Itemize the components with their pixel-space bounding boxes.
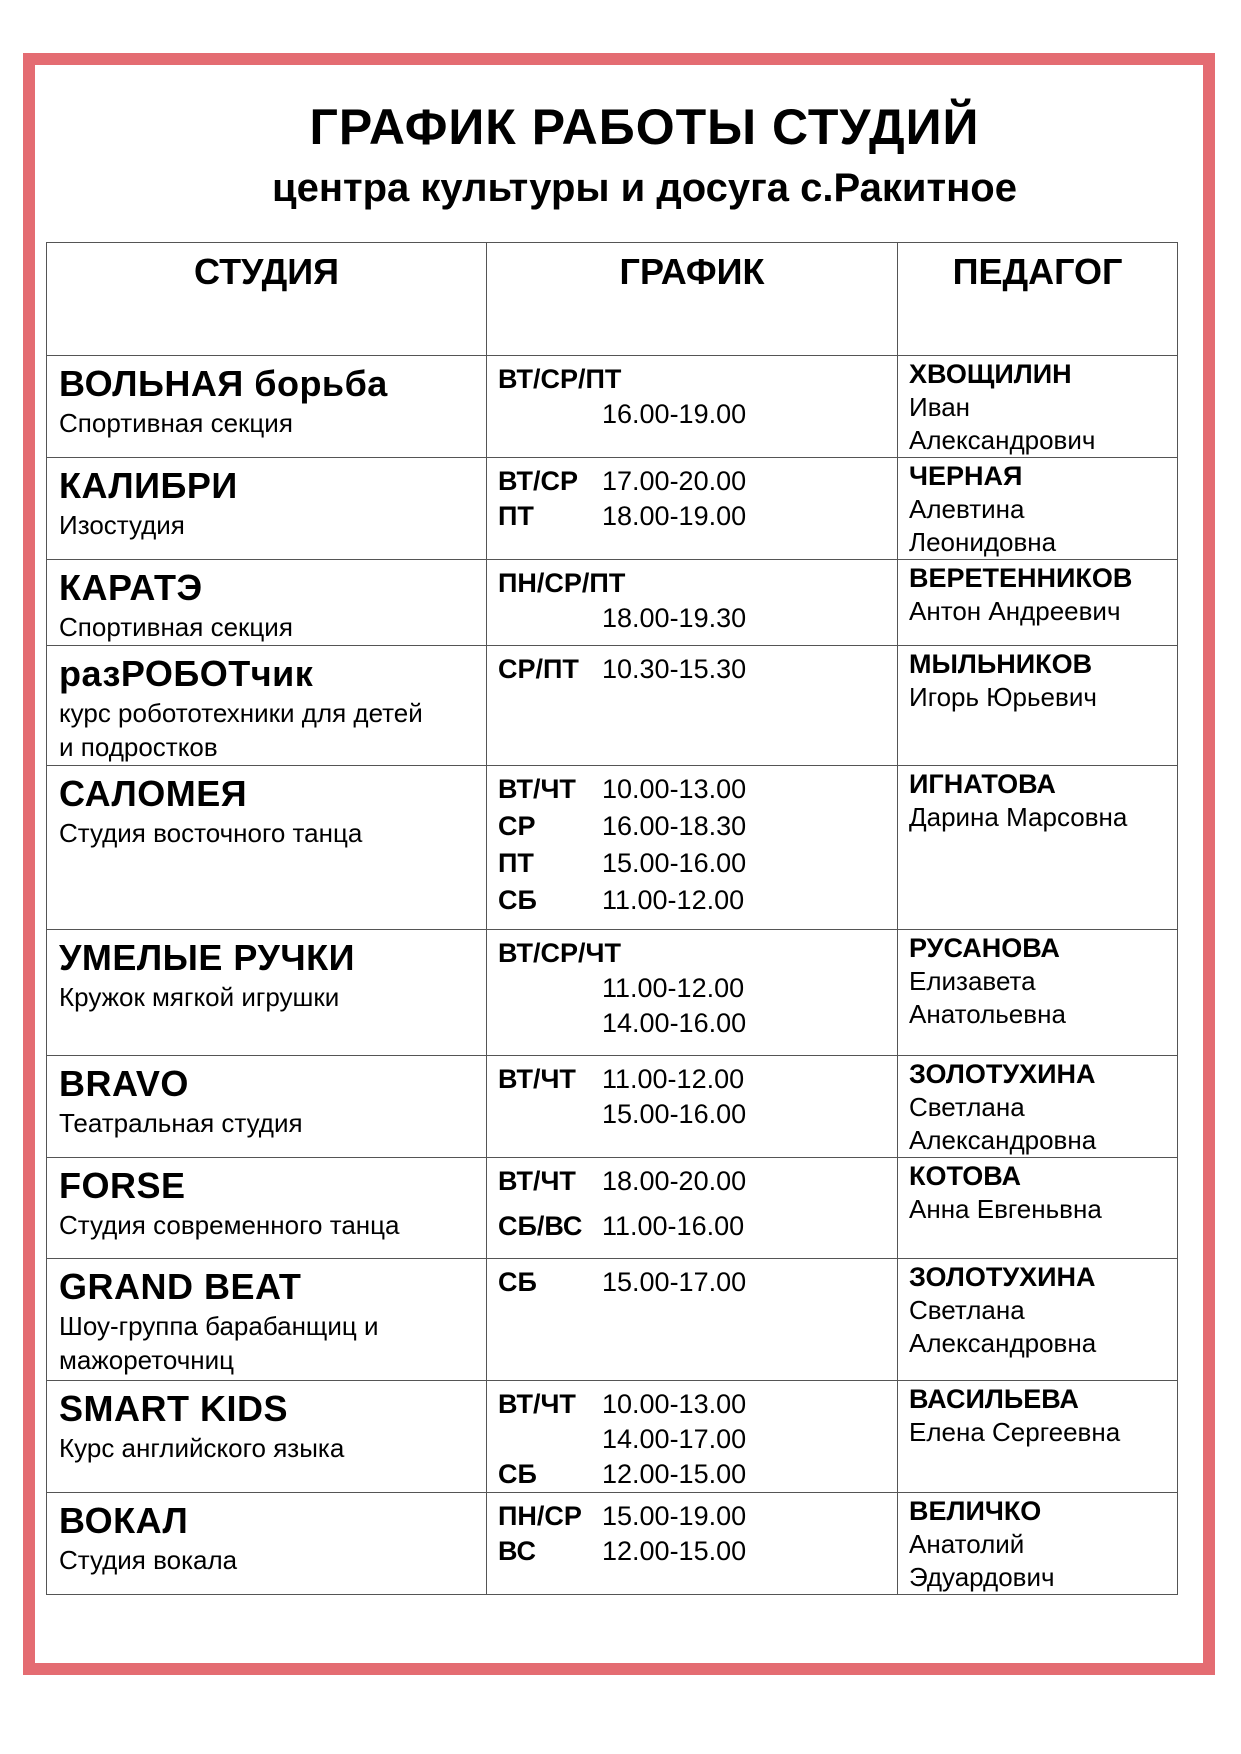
studio-name: BRAVO <box>59 1063 189 1104</box>
teacher-surname: ЗОЛОТУХИНА <box>909 1059 1096 1089</box>
schedule-time: 11.00-12.00 <box>602 885 745 915</box>
table-row <box>47 356 1178 458</box>
studio-name: САЛОМЕЯ <box>59 773 248 814</box>
table-row <box>47 1259 1178 1381</box>
schedule-cell <box>487 560 898 646</box>
teacher-cell <box>898 646 1178 766</box>
table-row <box>47 1056 1178 1158</box>
studio-description: Студия современного танца <box>59 1210 400 1240</box>
studio-name: разРОБОТчик <box>59 653 314 694</box>
studio-cell <box>47 930 487 1056</box>
table-row <box>47 560 1178 646</box>
studio-description: и подростков <box>59 732 218 762</box>
schedule-day: ПН/СР/ПТ <box>498 568 626 598</box>
studio-name: КАЛИБРИ <box>59 465 238 506</box>
teacher-name: Александровна <box>909 1125 1097 1155</box>
schedule-line <box>498 1387 891 1422</box>
teacher-name: Дарина Марсовна <box>909 802 1128 832</box>
studio-cell <box>47 1493 487 1595</box>
schedule-line <box>498 1422 891 1457</box>
schedule-line <box>498 1209 891 1244</box>
schedule-time: 12.00-15.00 <box>602 1536 747 1566</box>
teacher-name: Анатолий <box>909 1529 1025 1559</box>
schedule-line <box>498 846 891 881</box>
studio-name: УМЕЛЫЕ РУЧКИ <box>59 937 355 978</box>
schedule-day: ВТ/ЧТ <box>498 1166 576 1196</box>
studio-cell <box>47 356 487 458</box>
header-studio: СТУДИЯ <box>47 243 487 356</box>
studio-name: GRAND BEAT <box>59 1266 302 1307</box>
schedule-day: ВТ/ЧТ <box>498 1389 576 1419</box>
teacher-surname: ИГНАТОВА <box>909 769 1056 799</box>
teacher-surname: ЧЕРНАЯ <box>909 461 1023 491</box>
teacher-name: Александровна <box>909 1328 1097 1358</box>
schedule-day: СБ <box>498 1267 537 1297</box>
studio-description: курс робототехники для детей <box>59 698 423 728</box>
schedule-time: 15.00-16.00 <box>602 1099 747 1129</box>
schedule-day: ПТ <box>498 501 534 531</box>
schedule-line <box>498 566 891 601</box>
header-row <box>47 243 1178 356</box>
teacher-cell <box>898 458 1178 560</box>
schedule-line <box>498 1164 891 1199</box>
schedule-cell <box>487 646 898 766</box>
schedule-time: 18.00-19.00 <box>602 501 747 531</box>
teacher-cell <box>898 356 1178 458</box>
teacher-name: Эдуардович <box>909 1562 1055 1592</box>
studio-description: Курс английского языка <box>59 1433 345 1463</box>
schedule-line <box>498 971 891 1006</box>
schedule-day: ВТ/СР/ПТ <box>498 364 622 394</box>
studio-description: Спортивная секция <box>59 408 293 438</box>
schedule-line <box>498 397 891 432</box>
schedule-cell <box>487 356 898 458</box>
schedule-day: СБ <box>498 885 537 915</box>
teacher-cell <box>898 1259 1178 1381</box>
schedule-time: 10.00-13.00 <box>602 774 747 804</box>
teacher-name: Иван <box>909 392 971 422</box>
schedule-time: 11.00-12.00 <box>602 973 745 1003</box>
schedule-line <box>498 1457 891 1492</box>
studio-cell <box>47 1381 487 1493</box>
teacher-cell <box>898 1493 1178 1595</box>
studio-cell <box>47 1056 487 1158</box>
teacher-surname: ЗОЛОТУХИНА <box>909 1262 1096 1292</box>
schedule-time: 15.00-19.00 <box>602 1501 747 1531</box>
schedule-time: 15.00-17.00 <box>602 1267 747 1297</box>
studio-description: Театральная студия <box>59 1108 303 1138</box>
teacher-name: Анна Евгеньвна <box>909 1194 1102 1224</box>
teacher-name: Светлана <box>909 1092 1025 1122</box>
studio-cell <box>47 646 487 766</box>
teacher-surname: ВАСИЛЬЕВА <box>909 1384 1079 1414</box>
schedule-line <box>498 1265 891 1300</box>
studio-cell <box>47 1259 487 1381</box>
header-schedule: ГРАФИК <box>487 243 898 356</box>
schedule-time: 15.00-16.00 <box>602 848 747 878</box>
studio-description: Кружок мягкой игрушки <box>59 982 340 1012</box>
teacher-cell <box>898 560 1178 646</box>
studio-name: FORSE <box>59 1165 186 1206</box>
teacher-name: Игорь Юрьевич <box>909 682 1097 712</box>
schedule-time: 10.00-13.00 <box>602 1389 747 1419</box>
schedule-line <box>498 1534 891 1569</box>
schedule-line <box>498 1097 891 1132</box>
schedule-day: ПН/СР <box>498 1501 582 1531</box>
schedule-time: 18.00-20.00 <box>602 1166 747 1196</box>
schedule-time: 11.00-12.00 <box>602 1064 745 1094</box>
teacher-name: Александрович <box>909 425 1096 455</box>
teacher-name: Светлана <box>909 1295 1025 1325</box>
studio-description: Шоу-группа барабанщиц и <box>59 1311 379 1341</box>
table-row <box>47 1493 1178 1595</box>
studio-cell <box>47 458 487 560</box>
table-row <box>47 766 1178 930</box>
teacher-surname: РУСАНОВА <box>909 933 1060 963</box>
schedule-table <box>46 242 1178 1595</box>
schedule-line <box>498 1006 891 1041</box>
header-teacher: ПЕДАГОГ <box>898 243 1178 356</box>
schedule-line <box>498 772 891 807</box>
teacher-surname: КОТОВА <box>909 1161 1021 1191</box>
teacher-cell <box>898 766 1178 930</box>
schedule-time: 11.00-16.00 <box>602 1211 745 1241</box>
studio-name: SMART KIDS <box>59 1388 288 1429</box>
schedule-line <box>498 499 891 534</box>
schedule-line <box>498 652 891 687</box>
studio-description: Изостудия <box>59 510 185 540</box>
schedule-time: 16.00-18.30 <box>602 811 747 841</box>
schedule-line <box>498 601 891 636</box>
schedule-cell <box>487 1381 898 1493</box>
studio-name: ВОКАЛ <box>59 1500 189 1541</box>
schedule-cell <box>487 930 898 1056</box>
table-row <box>47 1158 1178 1259</box>
studio-description: Студия вокала <box>59 1545 238 1575</box>
page-title: ГРАФИК РАБОТЫ СТУДИЙ <box>309 99 980 155</box>
schedule-line <box>498 809 891 844</box>
schedule-line <box>498 1062 891 1097</box>
schedule-cell <box>487 1493 898 1595</box>
schedule-cell <box>487 1158 898 1259</box>
teacher-cell <box>898 930 1178 1056</box>
schedule-day: ВТ/ЧТ <box>498 1064 576 1094</box>
table-row <box>47 930 1178 1056</box>
teacher-cell <box>898 1158 1178 1259</box>
teacher-name: Алевтина <box>909 494 1025 524</box>
teacher-surname: ХВОЩИЛИН <box>909 359 1072 389</box>
schedule-time: 14.00-17.00 <box>602 1424 747 1454</box>
schedule-cell <box>487 1259 898 1381</box>
schedule-day: СР <box>498 811 536 841</box>
schedule-line <box>498 883 891 918</box>
teacher-cell <box>898 1381 1178 1493</box>
page-subtitle: центра культуры и досуга с.Ракитное <box>272 166 1017 210</box>
schedule-line <box>498 464 891 499</box>
schedule-time: 12.00-15.00 <box>602 1459 747 1489</box>
schedule-day: СБ/ВС <box>498 1211 583 1241</box>
teacher-surname: ВЕЛИЧКО <box>909 1496 1042 1526</box>
schedule-time: 17.00-20.00 <box>602 466 747 496</box>
schedule-day: ВС <box>498 1536 536 1566</box>
teacher-name: Леонидовна <box>909 527 1057 557</box>
schedule-cell <box>487 1056 898 1158</box>
schedule-line <box>498 936 891 971</box>
studio-description: мажореточниц <box>59 1345 235 1375</box>
table-row <box>47 458 1178 560</box>
schedule-day: ПТ <box>498 848 534 878</box>
table-row <box>47 646 1178 766</box>
studio-cell <box>47 560 487 646</box>
teacher-name: Антон Андреевич <box>909 596 1121 626</box>
studio-name: КАРАТЭ <box>59 567 203 608</box>
studio-cell <box>47 766 487 930</box>
teacher-surname: МЫЛЬНИКОВ <box>909 649 1093 679</box>
schedule-cell <box>487 458 898 560</box>
schedule-line <box>498 362 891 397</box>
schedule-day: ВТ/СР <box>498 466 578 496</box>
schedule-day: ВТ/ЧТ <box>498 774 576 804</box>
schedule-time: 18.00-19.30 <box>602 603 747 633</box>
schedule-time: 10.30-15.30 <box>602 654 747 684</box>
teacher-cell <box>898 1056 1178 1158</box>
schedule-time: 14.00-16.00 <box>602 1008 747 1038</box>
teacher-name: Анатольевна <box>909 999 1066 1029</box>
teacher-name: Елена Сергеевна <box>909 1417 1121 1447</box>
schedule-line <box>498 1499 891 1534</box>
schedule-cell <box>487 766 898 930</box>
studio-name: ВОЛЬНАЯ борьба <box>59 363 388 404</box>
teacher-name: Елизавета <box>909 966 1036 996</box>
studio-description: Студия восточного танца <box>59 818 363 848</box>
table-row <box>47 1381 1178 1493</box>
teacher-surname: ВЕРЕТЕННИКОВ <box>909 563 1133 593</box>
schedule-day: СР/ПТ <box>498 654 579 684</box>
studio-description: Спортивная секция <box>59 612 293 642</box>
schedule-day: СБ <box>498 1459 537 1489</box>
schedule-day: ВТ/СР/ЧТ <box>498 938 621 968</box>
studio-cell <box>47 1158 487 1259</box>
schedule-time: 16.00-19.00 <box>602 399 747 429</box>
